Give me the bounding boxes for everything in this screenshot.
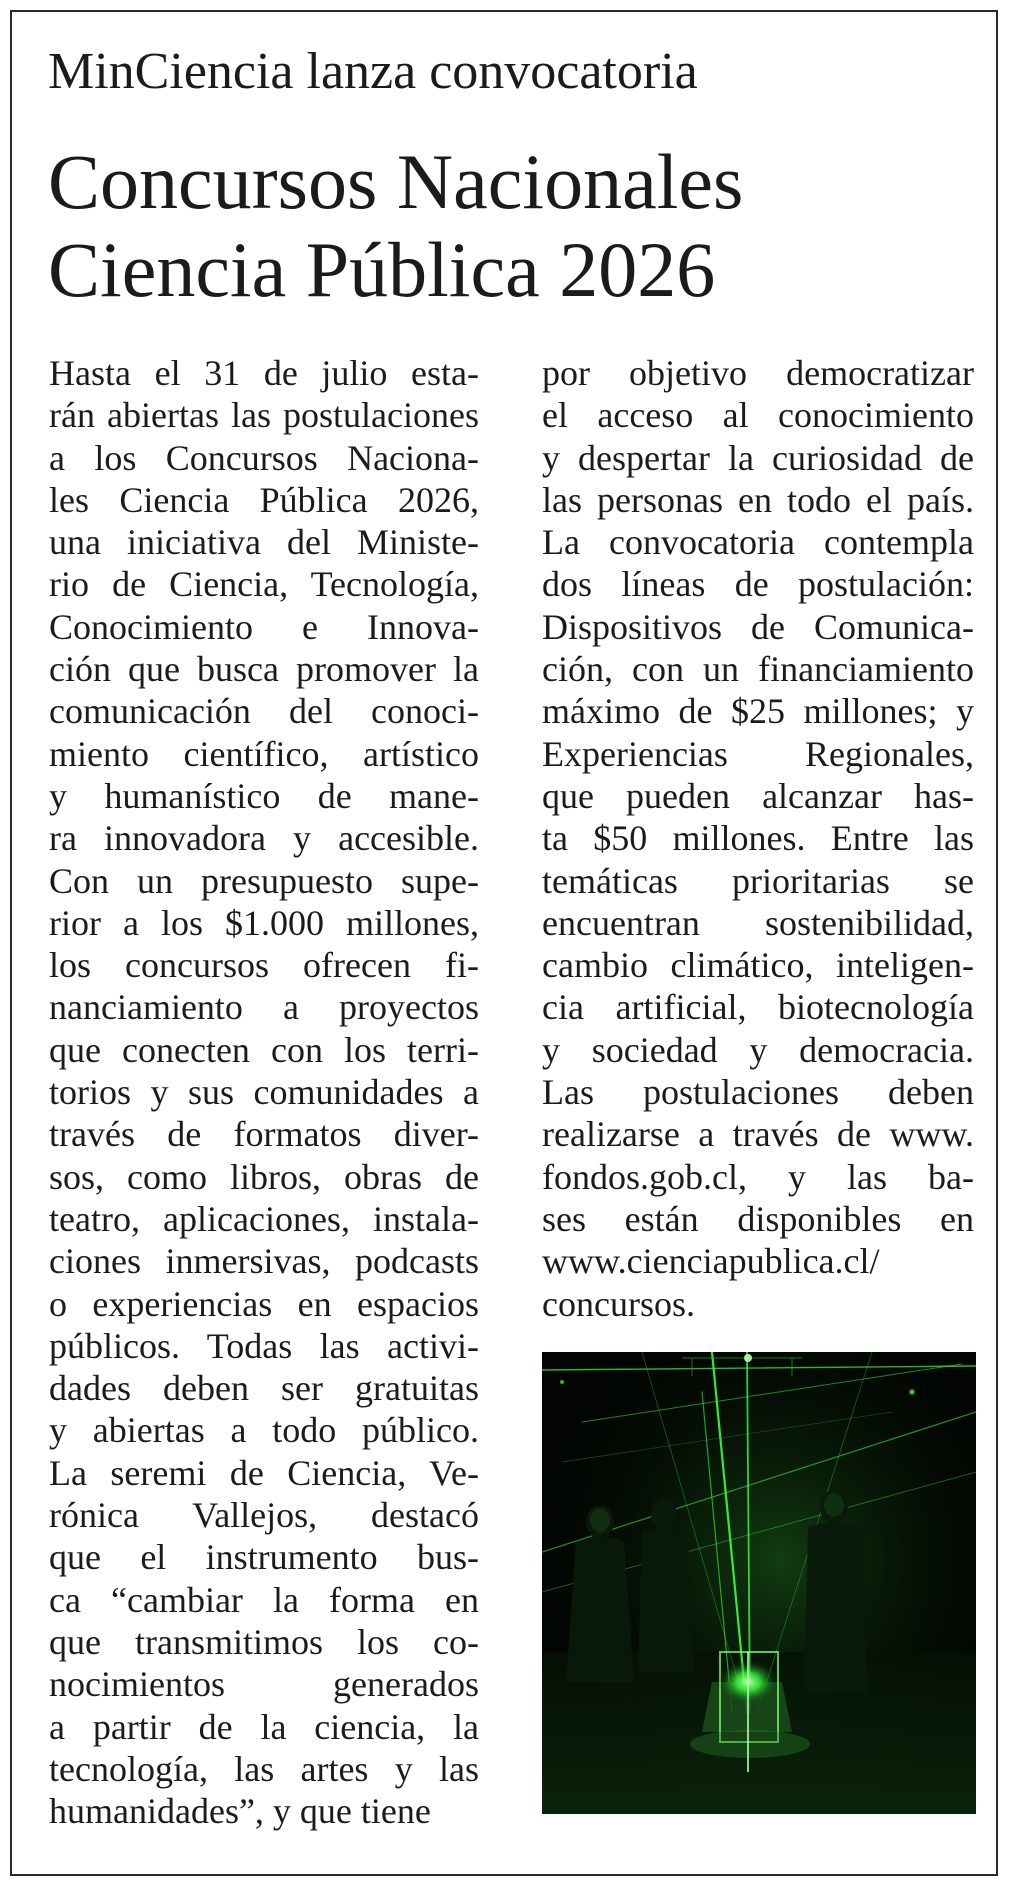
article-text-line: La convocatoria contempla [542, 522, 974, 563]
article-text-line: miento científico, artístico [49, 733, 479, 774]
article-text-line: cambio climático, inteligen- [542, 945, 974, 986]
article-text-line: humanidades”, y que tiene [49, 1791, 431, 1832]
article-text-line: ses están disponibles en [542, 1198, 974, 1239]
article-text-line: y abiertas a todo público. [49, 1410, 479, 1451]
article-text-line: rónica Vallejos, destacó [49, 1495, 479, 1536]
article-text-line: máximo de $25 millones; y [542, 691, 974, 732]
article-text-line: Las postulaciones deben [542, 1072, 974, 1113]
article-photo-laser-installation [542, 1352, 976, 1814]
article-text-line: y sociedad y democracia. [542, 1029, 974, 1070]
article-text-line: les Ciencia Pública 2026, [49, 479, 479, 520]
article-text-line: encuentran sostenibilidad, [542, 902, 974, 943]
article-text-line: torios y sus comunidades a [49, 1072, 479, 1113]
article-text-line: y humanístico de mane- [49, 775, 479, 816]
article-column-right [542, 352, 974, 1325]
article-text-line: realizarse a través de www. [542, 1114, 974, 1155]
article-text-line: ra innovadora y accesible. [49, 818, 479, 859]
article-text-line: comunicación del conoci- [49, 691, 479, 732]
article-text-line: través de formatos diver- [49, 1114, 479, 1155]
headline-line: Ciencia Pública 2026 [48, 226, 716, 313]
article-text-line: o experiencias en espacios [49, 1283, 479, 1324]
laser-installation-image [542, 1352, 976, 1814]
article-text-line: por objetivo democratizar [542, 353, 974, 393]
article-text-line: ciones inmersivas, podcasts [49, 1241, 479, 1282]
article-kicker: MinCiencia lanza convocatoria [48, 43, 698, 100]
article-text-line: www.cienciapublica.cl/ [542, 1241, 880, 1282]
article-text-line: rán abiertas las postulaciones [49, 395, 479, 436]
article-text-line: a partir de la ciencia, la [49, 1706, 479, 1747]
article-text-line: tecnología, las artes y las [49, 1748, 479, 1789]
article-text-line: sos, como libros, obras de [49, 1156, 479, 1197]
article-text-line: Dispositivos de Comunica- [542, 606, 974, 647]
article-text-line: Conocimiento e Innova- [49, 606, 479, 647]
article-text-line: La seremi de Ciencia, Ve- [49, 1452, 479, 1493]
article-text-line: que pueden alcanzar has- [542, 775, 974, 816]
article-text-line: que el instrumento bus- [49, 1537, 479, 1578]
article-text-line: que transmitimos los co- [49, 1621, 479, 1662]
article-text-line: cia artificial, biotecnología [542, 987, 974, 1028]
article-text-line: ción, con un financiamiento [542, 649, 974, 690]
article-text-line: y despertar la curiosidad de [542, 437, 974, 478]
article-text-line: ta $50 millones. Entre las [542, 818, 974, 859]
article-text-line: públicos. Todas las activi- [49, 1325, 479, 1366]
article-text-line: nocimientos generados [49, 1664, 479, 1705]
article-text-line: Con un presupuesto supe- [49, 860, 479, 901]
article-text-line: temáticas prioritarias se [542, 860, 974, 901]
article-text-line: a los Concursos Naciona- [49, 437, 479, 478]
article-headline [48, 138, 968, 314]
article-text-line: rio de Ciencia, Tecnología, [49, 564, 479, 605]
article-text-line: concursos. [542, 1283, 695, 1324]
article-text-line: Experiencias Regionales, [542, 733, 974, 774]
article-text-line: nanciamiento a proyectos [49, 987, 479, 1028]
article-text-line: Hasta el 31 de julio esta- [49, 353, 479, 393]
article-text-line: los concursos ofrecen fi- [49, 945, 479, 986]
article-text-line: el acceso al conocimiento [542, 395, 974, 436]
article-column-left [49, 352, 479, 1832]
article-text-line: ca “cambiar la forma en [49, 1579, 479, 1620]
article-text-line: teatro, aplicaciones, instala- [49, 1198, 479, 1239]
article-text-line: rior a los $1.000 millones, [49, 902, 479, 943]
headline-line: Concursos Nacionales [48, 138, 744, 225]
article-text-line: una iniciativa del Ministe- [49, 522, 479, 563]
article-text-line: fondos.gob.cl, y las ba- [542, 1156, 974, 1197]
article-text-line: dos líneas de postulación: [542, 564, 974, 605]
article-text-line: dades deben ser gratuitas [49, 1368, 479, 1409]
article-text-line: las personas en todo el país. [542, 479, 974, 520]
article-text-line: que conecten con los terri- [49, 1029, 479, 1070]
article-text-line: ción que busca promover la [49, 649, 479, 690]
